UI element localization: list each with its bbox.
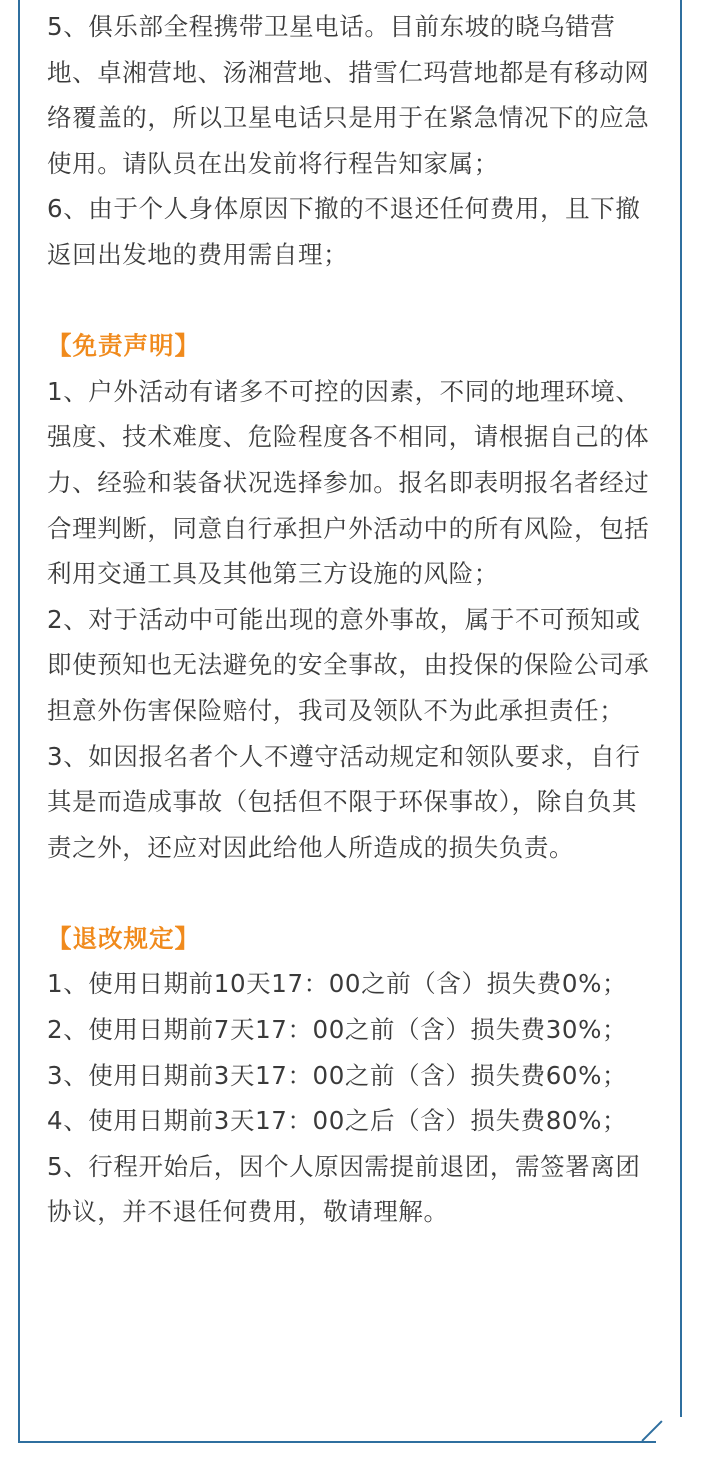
refund-heading: 【退改规定】	[47, 923, 200, 953]
refund-item-3: 3、使用日期前3天17：00之前（含）损失费60%；	[47, 1060, 628, 1090]
rules-item-5: 5、俱乐部全程携带卫星电话。目前东坡的晓乌错营地、卓湘营地、汤湘营地、措雪仁玛营地都是有移动网络覆盖的，所以卫星电话只是用于在紧急情况下的应急使用。请队员在出发前将行程告知家属；	[47, 12, 650, 178]
rules-item-6: 6、由于个人身体原因下撤的不退还任何费用，且下撤返回出发地的费用需自理；	[47, 194, 641, 269]
refund-item-5: 5、行程开始后，因个人原因需提前退团，需签署离团协议，并不退任何费用，敬请理解。	[47, 1151, 641, 1227]
disclaimer-item-2: 2、对于活动中可能出现的意外事故，属于不可预知或即使预知也无法避免的安全事故，由投保的保险公司承担意外伤害保险赔付，我司及领队不为此承担责任；	[47, 604, 650, 725]
notice-content	[47, 4, 659, 1235]
disclaimer-heading: 【免责声明】	[47, 331, 200, 361]
disclaimer-item-3: 3、如因报名者个人不遵守活动规定和领队要求，自行其是而造成事故（包括但不限于环保事故），除自负其责之外，还应对因此给他人所造成的损失负责。	[47, 741, 641, 862]
refund-item-4: 4、使用日期前3天17：00之后（含）损失费80%；	[47, 1106, 628, 1136]
disclaimer-item-1: 1、户外活动有诸多不可控的因素，不同的地理环境、强度、技术难度、危险程度各不相同，请根据自己的体力、经验和装备状况选择参加。报名即表明报名者经过合理判断，同意自行承担户外活动中的所有风险，包括利用交通工具及其他第三方设施的风险；	[47, 376, 650, 589]
refund-item-1: 1、使用日期前10天17：00之前（含）损失费0%；	[47, 969, 628, 999]
section-spacer	[47, 870, 659, 916]
refund-item-2: 2、使用日期前7天17：00之前（含）损失费30%；	[47, 1015, 628, 1045]
section-spacer	[47, 278, 659, 324]
notice-card	[18, 0, 682, 1443]
